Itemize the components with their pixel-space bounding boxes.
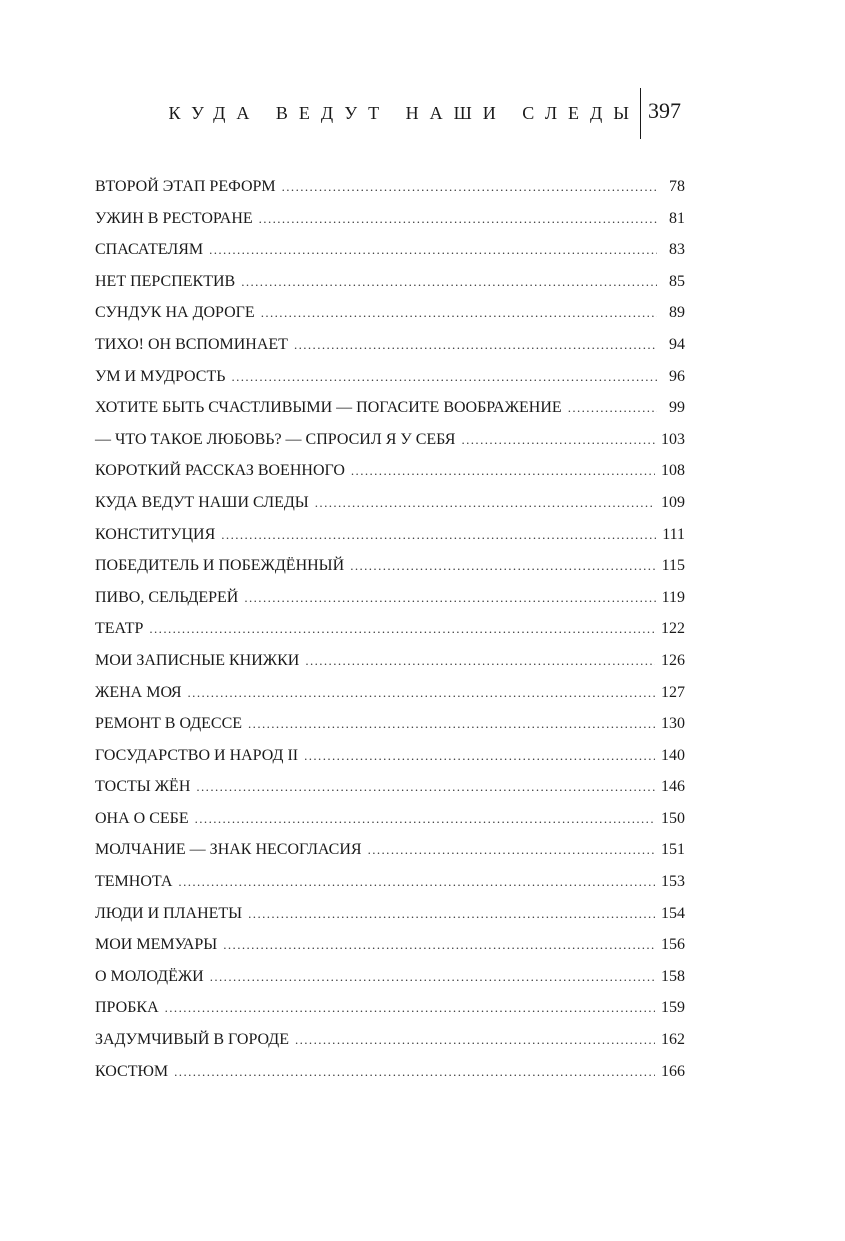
toc-dot-leader — [351, 455, 655, 487]
page-number: 397 — [648, 98, 681, 123]
toc-entry-page: 159 — [661, 999, 685, 1017]
toc-dot-leader — [174, 1056, 655, 1088]
toc-entry-title: ПОБЕДИТЕЛЬ И ПОБЕЖДЁННЫЙ — [95, 557, 345, 575]
toc-dot-leader — [195, 803, 655, 835]
toc-entry-page: 103 — [661, 430, 685, 448]
toc-dot-leader — [223, 929, 655, 961]
toc-entry-title: ПРОБКА — [95, 999, 159, 1017]
toc-entry[interactable] — [95, 329, 685, 361]
toc-entry[interactable] — [95, 961, 685, 993]
toc-entry-page: 109 — [661, 493, 685, 511]
toc-dot-leader — [210, 961, 655, 993]
toc-entry[interactable] — [95, 645, 685, 677]
toc-dot-leader — [231, 361, 657, 393]
toc-entry-title: ОНА О СЕБЕ — [95, 809, 189, 827]
toc-dot-leader — [178, 866, 655, 898]
toc-entry-title: УМ И МУДРОСТЬ — [95, 367, 226, 385]
toc-entry-title: МОИ МЕМУАРЫ — [95, 936, 218, 954]
header-divider — [640, 88, 641, 139]
toc-entry[interactable] — [95, 708, 685, 740]
toc-dot-leader — [165, 992, 655, 1024]
toc-entry-title: ТОСТЫ ЖЁН — [95, 778, 191, 796]
toc-entry[interactable] — [95, 550, 685, 582]
toc-dot-leader — [221, 519, 656, 551]
toc-entry-title: ПИВО, СЕЛЬДЕРЕЙ — [95, 588, 239, 606]
toc-entry-title: ТЕМНОТА — [95, 873, 173, 891]
toc-entry[interactable] — [95, 1056, 685, 1088]
toc-entry[interactable] — [95, 866, 685, 898]
running-title: КУДА ВЕДУТ НАШИ СЛЕДЫ — [168, 103, 640, 123]
toc-entry[interactable] — [95, 929, 685, 961]
toc-entry-page: 111 — [662, 525, 685, 543]
toc-entry-title: — ЧТО ТАКОЕ ЛЮБОВЬ? — СПРОСИЛ Я У СЕБЯ — [95, 430, 456, 448]
toc-dot-leader — [315, 487, 655, 519]
toc-entry[interactable] — [95, 171, 685, 203]
toc-dot-leader — [248, 708, 655, 740]
toc-entry-title: ЗАДУМЧИВЫЙ В ГОРОДЕ — [95, 1031, 289, 1049]
toc-entry-title: КОРОТКИЙ РАССКАЗ ВОЕННОГО — [95, 462, 345, 480]
toc-dot-leader — [241, 266, 657, 298]
toc-entry[interactable] — [95, 1024, 685, 1056]
toc-entry[interactable] — [95, 297, 685, 329]
toc-dot-leader — [209, 234, 657, 266]
toc-dot-leader — [461, 424, 655, 456]
toc-entry-page: 78 — [669, 178, 685, 195]
toc-entry-page: 122 — [661, 620, 685, 638]
toc-entry[interactable] — [95, 803, 685, 835]
toc-entry-title: КУДА ВЕДУТ НАШИ СЛЕДЫ — [95, 493, 309, 511]
toc-entry-page: 158 — [661, 967, 685, 985]
toc-dot-leader — [282, 171, 657, 203]
toc-entry[interactable] — [95, 740, 685, 772]
toc-dot-leader — [149, 613, 655, 645]
toc-entry[interactable] — [95, 266, 685, 298]
toc-dot-leader — [305, 645, 655, 677]
toc-dot-leader — [350, 550, 655, 582]
toc-entry-page: 166 — [661, 1062, 685, 1080]
toc-dot-leader — [368, 834, 655, 866]
toc-entry-page: 81 — [669, 209, 685, 227]
toc-dot-leader — [295, 1024, 655, 1056]
toc-entry-title: ЖЕНА МОЯ — [95, 683, 182, 701]
toc-entry-title: ВТОРОЙ ЭТАП РЕФОРМ — [95, 178, 276, 195]
toc-dot-leader — [248, 898, 655, 930]
toc-dot-leader — [568, 392, 657, 424]
toc-dot-leader — [259, 203, 657, 235]
toc-entry-page: 83 — [669, 241, 685, 259]
toc-entry-title: РЕМОНТ В ОДЕССЕ — [95, 715, 243, 733]
toc-dot-leader — [196, 771, 655, 803]
toc-entry[interactable] — [95, 582, 685, 614]
toc-entry[interactable] — [95, 487, 685, 519]
toc-entry-title: ХОТИТЕ БЫТЬ СЧАСТЛИВЫМИ — ПОГАСИТЕ ВООБРАЖЕНИЕ — [95, 399, 562, 417]
toc-entry-page: 162 — [661, 1031, 685, 1049]
toc-dot-leader — [244, 582, 655, 614]
toc-entry-title: МОИ ЗАПИСНЫЕ КНИЖКИ — [95, 651, 300, 669]
toc-entry[interactable] — [95, 424, 685, 456]
toc-entry-title: НЕТ ПЕРСПЕКТИВ — [95, 272, 236, 290]
toc-entry[interactable] — [95, 677, 685, 709]
toc-entry-page: 150 — [661, 809, 685, 827]
table-of-contents — [95, 171, 685, 1087]
toc-dot-leader — [261, 297, 657, 329]
toc-entry-page: 96 — [669, 367, 685, 385]
toc-entry[interactable] — [95, 519, 685, 551]
toc-entry[interactable] — [95, 992, 685, 1024]
toc-entry-title: СУНДУК НА ДОРОГЕ — [95, 304, 255, 322]
toc-entry[interactable] — [95, 361, 685, 393]
toc-entry-title: КОСТЮМ — [95, 1062, 169, 1080]
toc-entry[interactable] — [95, 613, 685, 645]
toc-entry-title: О МОЛОДЁЖИ — [95, 967, 204, 985]
toc-entry-page: 130 — [661, 715, 685, 733]
toc-entry[interactable] — [95, 234, 685, 266]
toc-entry-page: 127 — [661, 683, 685, 701]
toc-entry-title: УЖИН В РЕСТОРАНЕ — [95, 209, 253, 227]
toc-entry-page: 146 — [661, 778, 685, 796]
toc-entry-title: ГОСУДАРСТВО И НАРОД II — [95, 746, 299, 764]
toc-entry-page: 99 — [669, 399, 685, 417]
toc-entry-page: 89 — [669, 304, 685, 322]
toc-entry-title: МОЛЧАНИЕ — ЗНАК НЕСОГЛАСИЯ — [95, 841, 362, 859]
toc-entry-page: 156 — [661, 936, 685, 954]
toc-dot-leader — [304, 740, 655, 772]
toc-entry-page: 126 — [661, 651, 685, 669]
toc-entry-title: ТИХО! ОН ВСПОМИНАЕТ — [95, 335, 288, 353]
toc-entry-page: 115 — [661, 557, 685, 575]
toc-entry-page: 140 — [661, 746, 685, 764]
toc-entry-title: КОНСТИТУЦИЯ — [95, 525, 216, 543]
toc-entry-page: 153 — [661, 873, 685, 891]
toc-entry[interactable] — [95, 898, 685, 930]
toc-entry-title: ТЕАТР — [95, 620, 144, 638]
toc-entry-page: 119 — [661, 588, 685, 606]
toc-dot-leader — [294, 329, 657, 361]
toc-entry-title: ЛЮДИ И ПЛАНЕТЫ — [95, 904, 243, 922]
toc-entry-page: 108 — [661, 462, 685, 480]
toc-entry-page: 151 — [661, 841, 685, 859]
toc-entry-page: 94 — [669, 335, 685, 353]
toc-entry-page: 154 — [661, 904, 685, 922]
toc-entry-title: СПАСАТЕЛЯМ — [95, 241, 204, 259]
toc-entry[interactable] — [95, 771, 685, 803]
toc-entry[interactable] — [95, 203, 685, 235]
toc-entry[interactable] — [95, 392, 685, 424]
toc-entry-page: 85 — [669, 272, 685, 290]
toc-entry[interactable] — [95, 834, 685, 866]
toc-entry[interactable] — [95, 455, 685, 487]
toc-dot-leader — [188, 677, 655, 709]
